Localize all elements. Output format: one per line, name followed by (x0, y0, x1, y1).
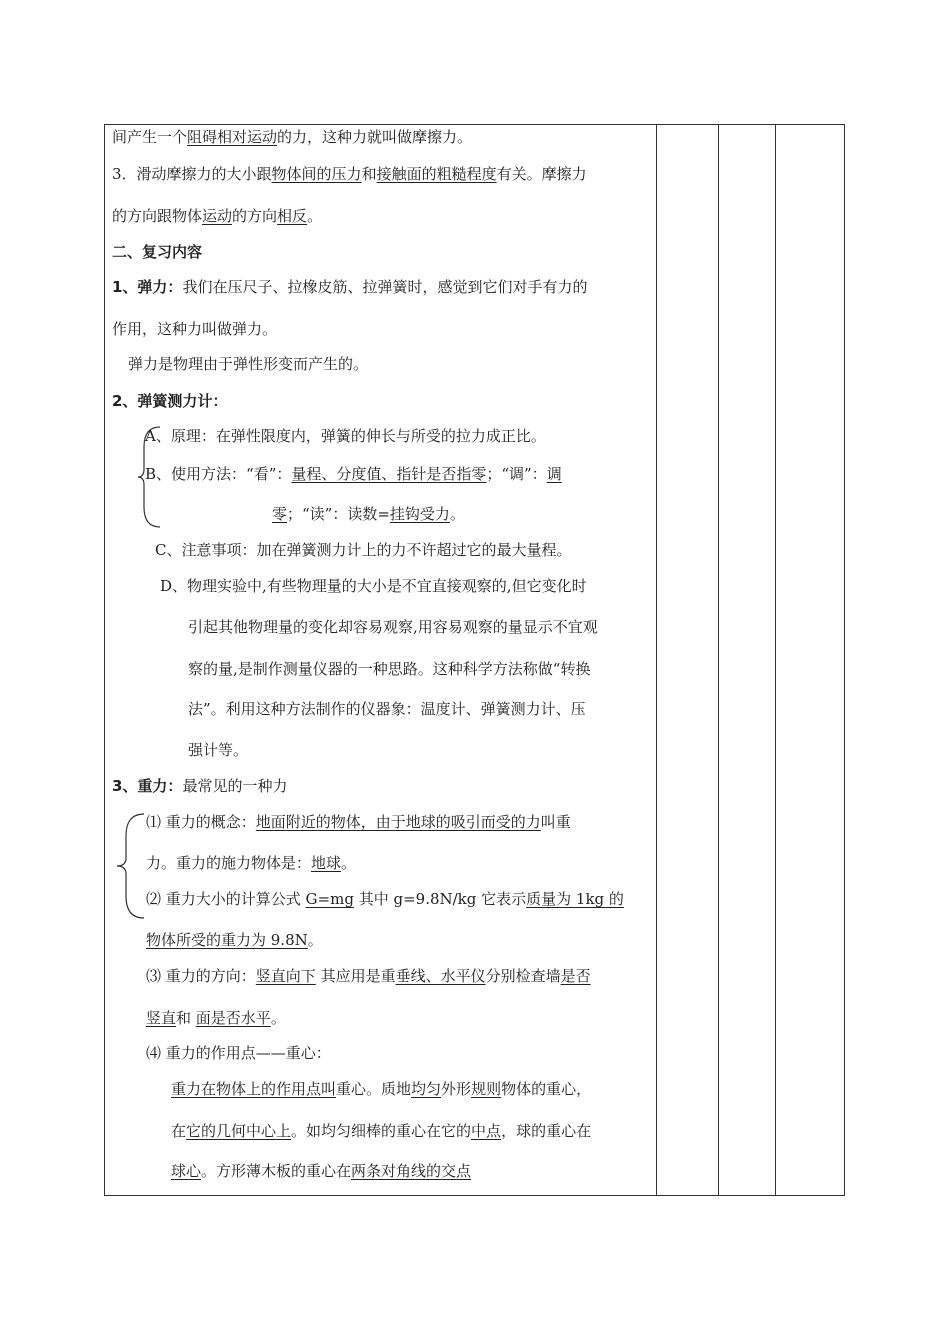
text-line: 察的量,是制作测量仪器的一种思路。这种科学方法称做“转换 (188, 660, 591, 678)
text-line: 重力在物体上的作用点叫重心。质地均匀外形规则物体的重心， (171, 1080, 592, 1098)
text-line: A、原理：在弹性限度内，弹簧的伸长与所受的拉力成正比。 (145, 427, 546, 445)
brace-bracket (116, 812, 146, 920)
text-line: 竖直和 面是否水平。 (146, 1009, 286, 1027)
text-line: ⑵ 重力大小的计算公式 G=mg 其中 g=9.8N/kg 它表示质量为 1kg 的 (146, 890, 624, 908)
text-line: C、注意事项：加在弹簧测力计上的力不许超过它的最大量程。 (155, 541, 572, 559)
text-line: 零；“读”：读数=挂钩受力。 (272, 505, 465, 523)
column-divider (718, 125, 719, 1195)
subsection-heading: 2、弹簧测力计： (112, 392, 228, 410)
section-heading: 二、复习内容 (112, 243, 203, 261)
text-line: 力。重力的施力物体是：地球。 (146, 854, 357, 872)
text-line: 3、重力：最常见的一种力 (112, 777, 288, 795)
text-line: 弹力是物理由于弹性形变而产生的。 (128, 355, 369, 373)
text-line: ⑴ 重力的概念：地面附近的物体，由于地球的吸引而受的力叫重 (146, 813, 571, 831)
text-line: 物体所受的重力为 9.8N。 (146, 931, 323, 949)
text-line: 法”。利用这种方法制作的仪器象：温度计、弹簧测力计、压 (188, 700, 586, 718)
text-line: ⑶ 重力的方向：竖直向下 其应用是重垂线、水平仪分别检查墙是否 (146, 967, 591, 985)
text-line: ⑷ 重力的作用点——重心： (146, 1044, 331, 1062)
text-line: 在它的几何中心上。如均匀细棒的重心在它的中点，球的重心在 (171, 1122, 592, 1140)
text-line: 的方向跟物体运动的方向相反。 (112, 207, 323, 225)
text-line: 间产生一个阻碍相对运动的力，这种力就叫做摩擦力。 (112, 128, 473, 146)
text-line: D、物理实验中,有些物理量的大小是不宜直接观察的,但它变化时 (160, 577, 587, 595)
column-divider (775, 125, 776, 1195)
text-line: 3．滑动摩擦力的大小跟物体间的压力和接触面的粗糙程度有关。摩擦力 (112, 165, 587, 183)
column-divider (656, 125, 657, 1195)
text-line: 引起其他物理量的变化却容易观察,用容易观察的量显示不宜观 (188, 618, 598, 636)
text-line: 作用，这种力叫做弹力。 (112, 320, 278, 338)
text-line: 强计等。 (188, 741, 249, 759)
text-line: 球心。方形薄木板的重心在两条对角线的交点 (171, 1162, 472, 1180)
text-line: B、使用方法：“看”：量程、分度值、指针是否指零；“调”：调 (145, 465, 562, 483)
text-line: 1、弹力：我们在压尺子、拉橡皮筋、拉弹簧时，感觉到它们对手有力的 (112, 278, 588, 296)
